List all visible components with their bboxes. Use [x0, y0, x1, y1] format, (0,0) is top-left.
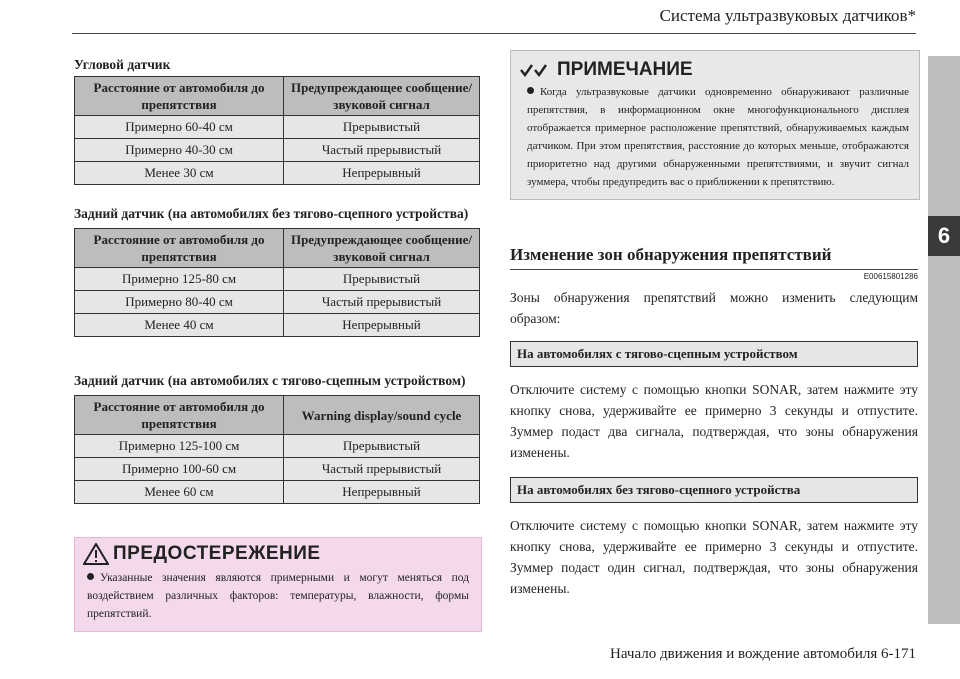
with-tow-label: На автомобилях с тягово-сцепным устройством [510, 341, 918, 367]
corner-sensor-table [74, 76, 480, 185]
corner-sensor-title: Угловой датчик [74, 57, 171, 72]
header-rule [72, 33, 916, 34]
warning-box [74, 537, 482, 632]
bullet-icon [527, 87, 534, 94]
distance-cell: Примерно 125-80 см [75, 268, 284, 291]
signal-cell: Прерывистый [284, 116, 480, 139]
signal-cell: Частый прерывистый [284, 458, 480, 481]
bullet-icon [87, 573, 94, 580]
distance-cell: Примерно 125-100 см [75, 435, 284, 458]
col-header-distance: Расстояние от автомобиля до препятствия [75, 229, 284, 268]
note-box [510, 50, 920, 200]
col-header-signal: Предупреждающее сообщение/звуковой сигнал [284, 229, 480, 268]
corner-sensor-section [74, 55, 480, 185]
page-footer: Начало движения и вождение автомобиля 6-171 [610, 646, 916, 662]
no-tow-text: Отключите систему с помощью кнопки SONAR, затем нажмите эту кнопку снова, удерживайте ее примерно 3 секунды и отпустите. Зуммер подаст один сигнал, подтверждая, что зоны обнаружения изменены. [510, 518, 918, 596]
col-header-signal: Предупреждающее сообщение/звуковой сигнал [284, 77, 480, 116]
detection-zone-section [510, 245, 918, 599]
col-header-distance: Расстояние от автомобиля до препятствия [75, 77, 284, 116]
rear-no-tow-table [74, 228, 480, 337]
col-header-signal: Warning display/sound cycle [284, 396, 480, 435]
warning-triangle-icon [83, 543, 109, 565]
signal-cell: Частый прерывистый [284, 291, 480, 314]
rear-tow-title: Задний датчик (на автомобилях с тягово-сцепным устройством) [74, 373, 466, 388]
no-tow-label: На автомобилях без тягово-сцепного устройства [510, 477, 918, 503]
section-rule [510, 269, 918, 270]
signal-cell: Частый прерывистый [284, 139, 480, 162]
warning-text: Указанные значения являются примерными и могут меняться под воздействием различных факторов: температуры, влажности, формы препятствий. [87, 572, 469, 620]
rear-tow-section [74, 371, 480, 504]
table-row [75, 435, 480, 458]
distance-cell: Менее 60 см [75, 481, 284, 504]
signal-cell: Непрерывный [284, 162, 480, 185]
table-row [75, 481, 480, 504]
chapter-number: 6 [928, 216, 960, 256]
with-tow-text: Отключите систему с помощью кнопки SONAR, затем нажмите эту кнопку снова, удерживайте ее примерно 3 секунды и отпустите. Зуммер подаст два сигнала, подтверждая, что зоны обнаружения изменены. [510, 382, 918, 460]
signal-cell: Прерывистый [284, 268, 480, 291]
table-row [75, 162, 480, 185]
section-code: E00615801286 [863, 272, 918, 281]
section-title: Изменение зон обнаружения препятствий [510, 245, 832, 264]
table-row [75, 116, 480, 139]
note-checkmark-icon [519, 62, 551, 78]
page-header-title: Система ультразвуковых датчиков* [659, 6, 916, 25]
table-row [75, 139, 480, 162]
signal-cell: Прерывистый [284, 435, 480, 458]
signal-cell: Непрерывный [284, 481, 480, 504]
rear-tow-table [74, 395, 480, 504]
section-intro: Зоны обнаружения препятствий можно изменить следующим образом: [510, 290, 918, 326]
table-row [75, 291, 480, 314]
signal-cell: Непрерывный [284, 314, 480, 337]
distance-cell: Примерно 60-40 см [75, 116, 284, 139]
side-tab [928, 56, 960, 624]
warning-title: ПРЕДОСТЕРЕЖЕНИЕ [113, 543, 321, 564]
rear-no-tow-title: Задний датчик (на автомобилях без тягово-сцепного устройства) [74, 206, 469, 221]
distance-cell: Менее 30 см [75, 162, 284, 185]
note-title: ПРИМЕЧАНИЕ [557, 59, 693, 80]
rear-no-tow-section [74, 204, 480, 337]
table-row [75, 314, 480, 337]
distance-cell: Примерно 80-40 см [75, 291, 284, 314]
table-row [75, 268, 480, 291]
distance-cell: Менее 40 см [75, 314, 284, 337]
distance-cell: Примерно 40-30 см [75, 139, 284, 162]
note-text: Когда ультразвуковые датчики одновременно обнаруживают различные препятствия, в информационном окне многофункционального дисплея отображается примерное расположение препятствий, обнаруживаемых каждым датчиком. При этом препятствия, расстояние до которых меньше, отображаются приоритетно над другими обнаруженными препятствиями, и звучит сигнал зуммера, чтобы предупредить вас о приближении к препятствию. [527, 86, 909, 188]
table-row [75, 458, 480, 481]
distance-cell: Примерно 100-60 см [75, 458, 284, 481]
col-header-distance: Расстояние от автомобиля до препятствия [75, 396, 284, 435]
